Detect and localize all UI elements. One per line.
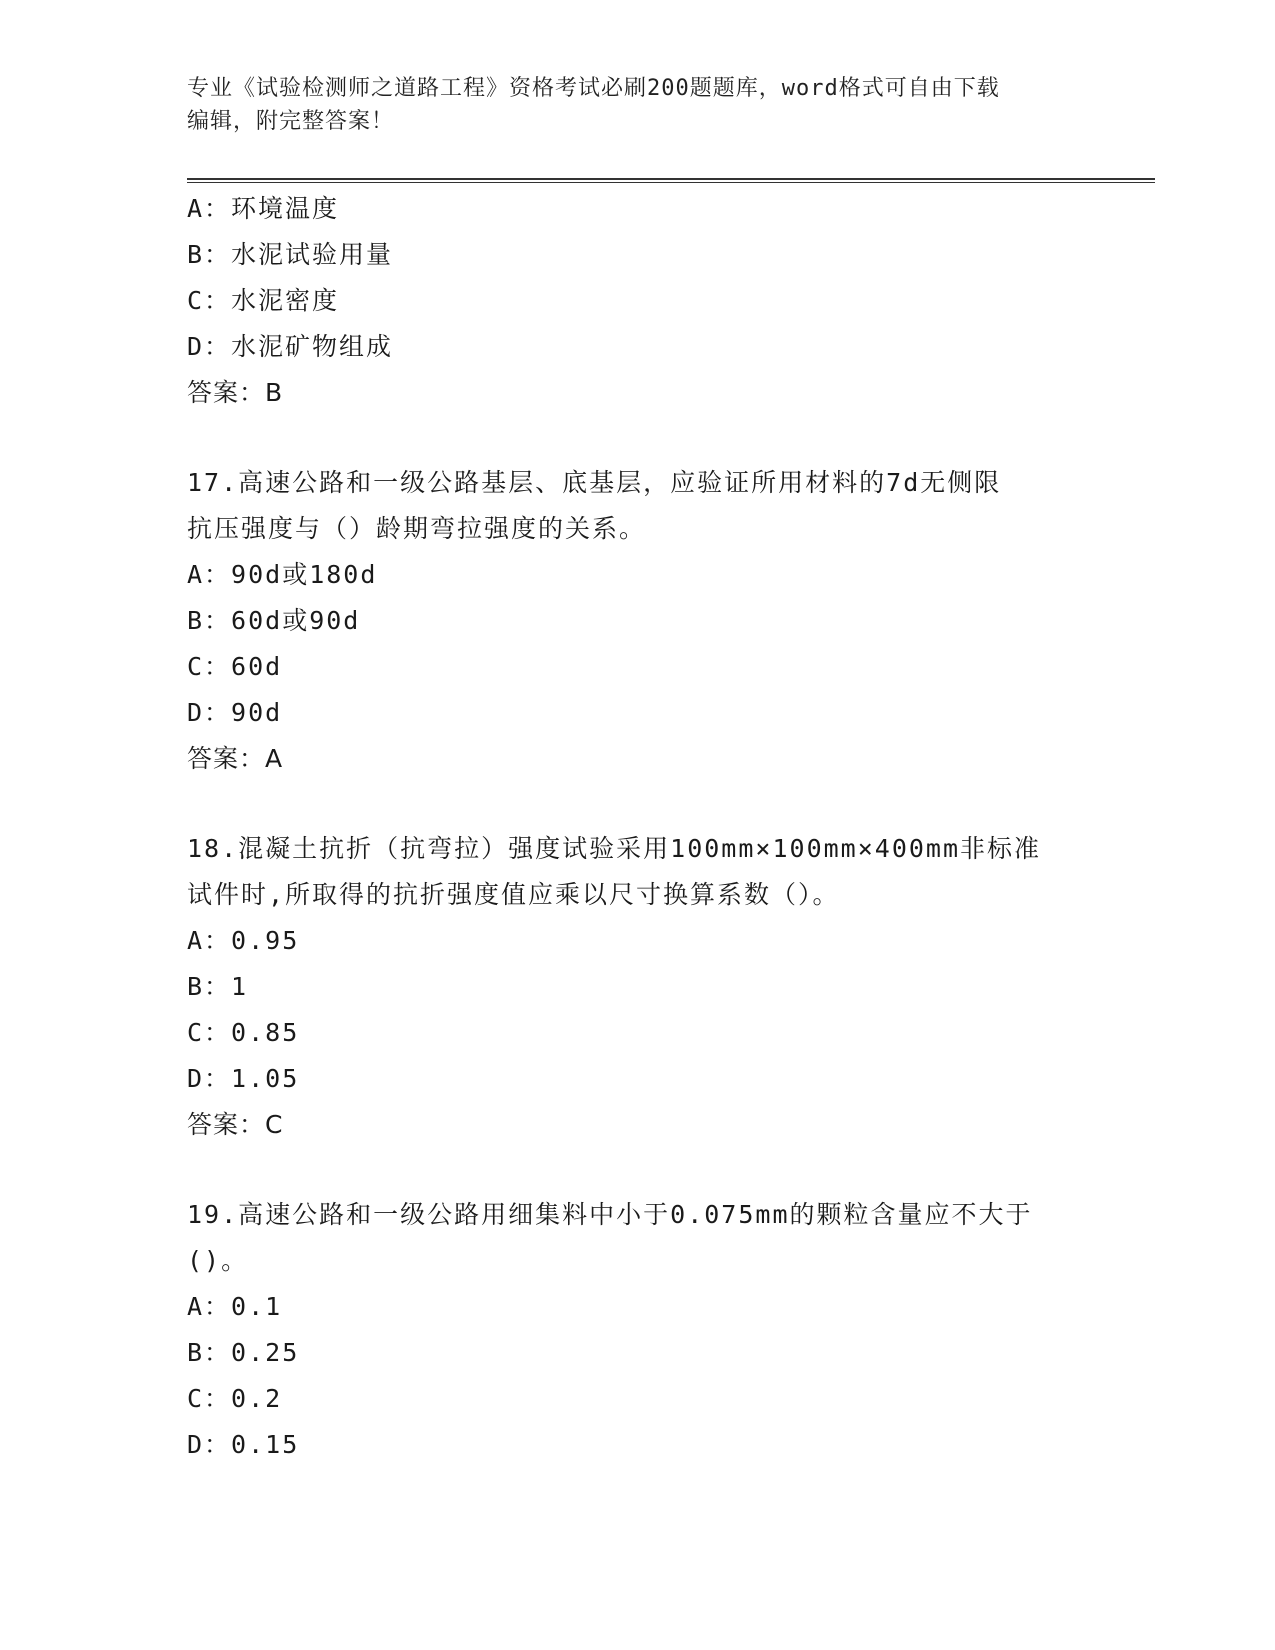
question-stem: 19.高速公路和一级公路用细集料中小于0.075mm的颗粒含量应不大于 (187, 1200, 1033, 1229)
answer-line: 答案：A (187, 744, 284, 773)
option-d: D：90d (187, 698, 283, 727)
option-b: B：60d或90d (187, 606, 361, 635)
option-b: B：水泥试验用量 (187, 240, 394, 269)
option-a: A：环境温度 (187, 194, 340, 223)
option-c: C：0.85 (187, 1018, 300, 1047)
option-a: A：90d或180d (187, 560, 378, 589)
option-c: C：0.2 (187, 1384, 283, 1413)
option-c: C：60d (187, 652, 283, 681)
option-b: B：0.25 (187, 1338, 300, 1367)
option-b: B：1 (187, 972, 249, 1001)
header-divider (187, 178, 1155, 183)
question-stem-continued: ()。 (187, 1246, 249, 1275)
document-header (187, 72, 1087, 138)
answer-line: 答案：C (187, 1110, 284, 1139)
option-d: D：1.05 (187, 1064, 300, 1093)
option-a: A：0.1 (187, 1292, 283, 1321)
header-line-2: 编辑，附完整答案！ (187, 109, 395, 134)
question-16 (187, 186, 1087, 416)
question-stem: 17.高速公路和一级公路基层、底基层，应验证所用材料的7d无侧限 (187, 468, 1002, 497)
option-a: A：0.95 (187, 926, 300, 955)
option-d: D：水泥矿物组成 (187, 332, 394, 361)
question-list (187, 186, 1087, 1468)
question-17 (187, 460, 1087, 782)
question-19 (187, 1192, 1087, 1468)
option-c: C：水泥密度 (187, 286, 340, 315)
question-stem: 18.混凝土抗折（抗弯拉）强度试验采用100mm×100mm×400mm非标准 (187, 834, 1042, 863)
question-stem-continued: 抗压强度与（）龄期弯拉强度的关系。 (187, 514, 647, 543)
question-stem-continued: 试件时,所取得的抗折强度值应乘以尺寸换算系数（）。 (187, 880, 840, 909)
question-18 (187, 826, 1087, 1148)
answer-line: 答案：B (187, 378, 284, 407)
option-d: D：0.15 (187, 1430, 300, 1459)
header-line-1: 专业《试验检测师之道路工程》资格考试必刷200题题库，word格式可自由下载 (187, 76, 1000, 101)
